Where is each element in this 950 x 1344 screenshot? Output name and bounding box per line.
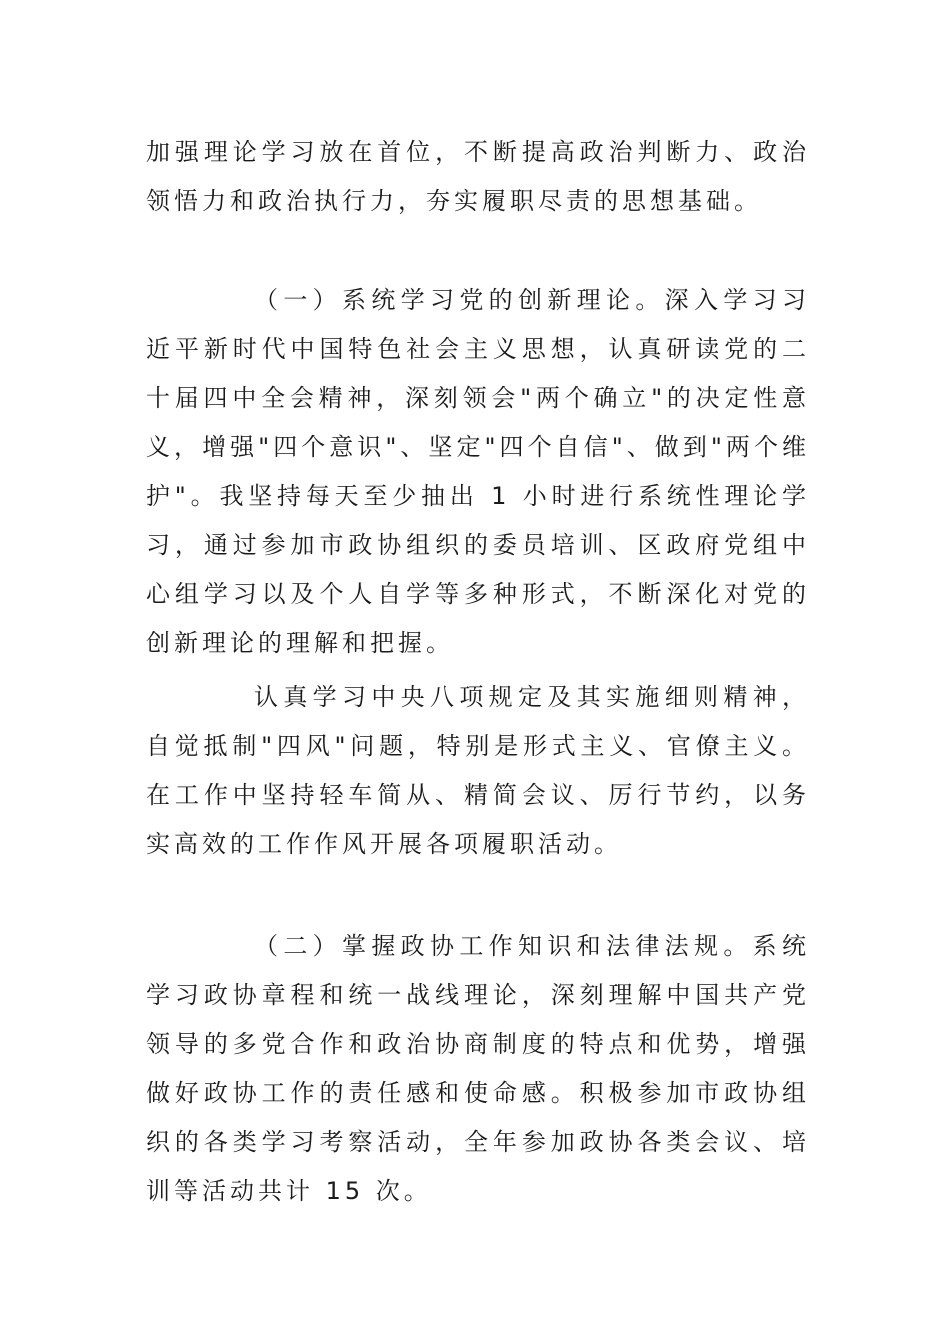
paragraph-continuation: 加强理论学习放在首位，不断提高政治判断力、政治领悟力和政治执行力，夯实履职尽责的思想基础。 [146,138,810,215]
paragraph-eight-rules: 认真学习中央八项规定及其实施细则精神，自觉抵制"四风"问题，特别是形式主义、官僚主义。在工作中坚持轻车简从、精简会议、厉行节约，以务实高效的工作作风开展各项履职活动。 [146,683,810,858]
paragraph-section-one: （一）系统学习党的创新理论。深入学习习近平新时代中国特色社会主义思想，认真研读党的二十届四中全会精神，深刻领会"两个确立"的决定性意义，增强"四个意识"、坚定"四个自信"、做到"两个维护"。我坚持每天至少抽出 1 小时进行系统性理论学习，通过参加市政协组织的委员培训、区政府党组中心组学习以及个人自学等多种形式，不断深化对党的创新理论的理解和把握。 [146,286,810,657]
paragraph-section-two: （二）掌握政协工作知识和法律法规。系统学习政协章程和统一战线理论，深刻理解中国共产党领导的多党合作和政治协商制度的特点和优势，增强做好政协工作的责任感和使命感。积极参加市政协组织的各类学习考察活动，全年参加政协各类会议、培训等活动共计 15 次。 [146,932,810,1205]
